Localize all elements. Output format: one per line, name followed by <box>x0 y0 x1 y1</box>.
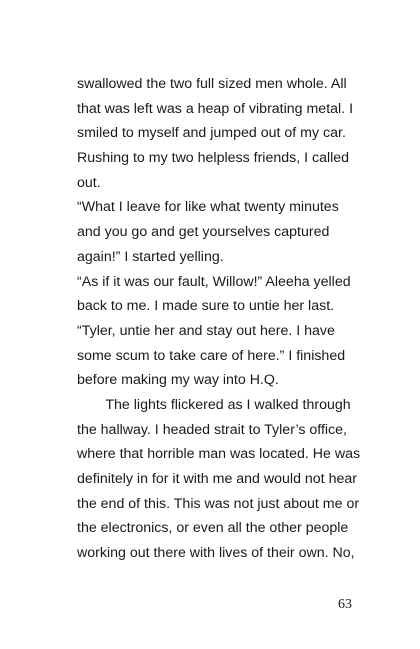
text-line: out. <box>77 174 101 191</box>
text-line: and you go and get yourselves captured <box>77 224 330 241</box>
text-line: “As if it was our fault, Willow!” Aleeha yelled <box>77 273 351 290</box>
text-line: the hallway. I headed strait to Tyler’s office, <box>77 421 347 438</box>
text-line: the electronics, or even all the other people <box>77 520 349 537</box>
body-text <box>77 72 361 566</box>
text-line: some scum to take care of here.” I finished <box>77 347 346 364</box>
text-line: again!” I started yelling. <box>77 248 224 265</box>
text-line: where that horrible man was located. He was <box>77 446 361 463</box>
text-line: that was left was a heap of vibrating metal. I <box>77 100 354 117</box>
text-line: “What I leave for like what twenty minutes <box>77 199 339 216</box>
text-line: working out there with lives of their own. No, <box>77 545 355 562</box>
text-line: before making my way into H.Q. <box>77 372 279 389</box>
text-line: definitely in for it with me and would not hear <box>77 471 357 487</box>
page-number: 63 <box>338 597 352 612</box>
text-line: The lights flickered as I walked through <box>77 396 351 413</box>
text-line: swallowed the two full sized men whole. All <box>77 76 347 92</box>
text-line: back to me. I made sure to untie her last. <box>77 298 335 315</box>
text-line: “Tyler, untie her and stay out here. I have <box>77 322 335 339</box>
text-line: Rushing to my two helpless friends, I called <box>77 150 350 167</box>
text-line: the end of this. This was not just about me or <box>77 495 360 512</box>
text-line: smiled to myself and jumped out of my car. <box>77 125 346 142</box>
